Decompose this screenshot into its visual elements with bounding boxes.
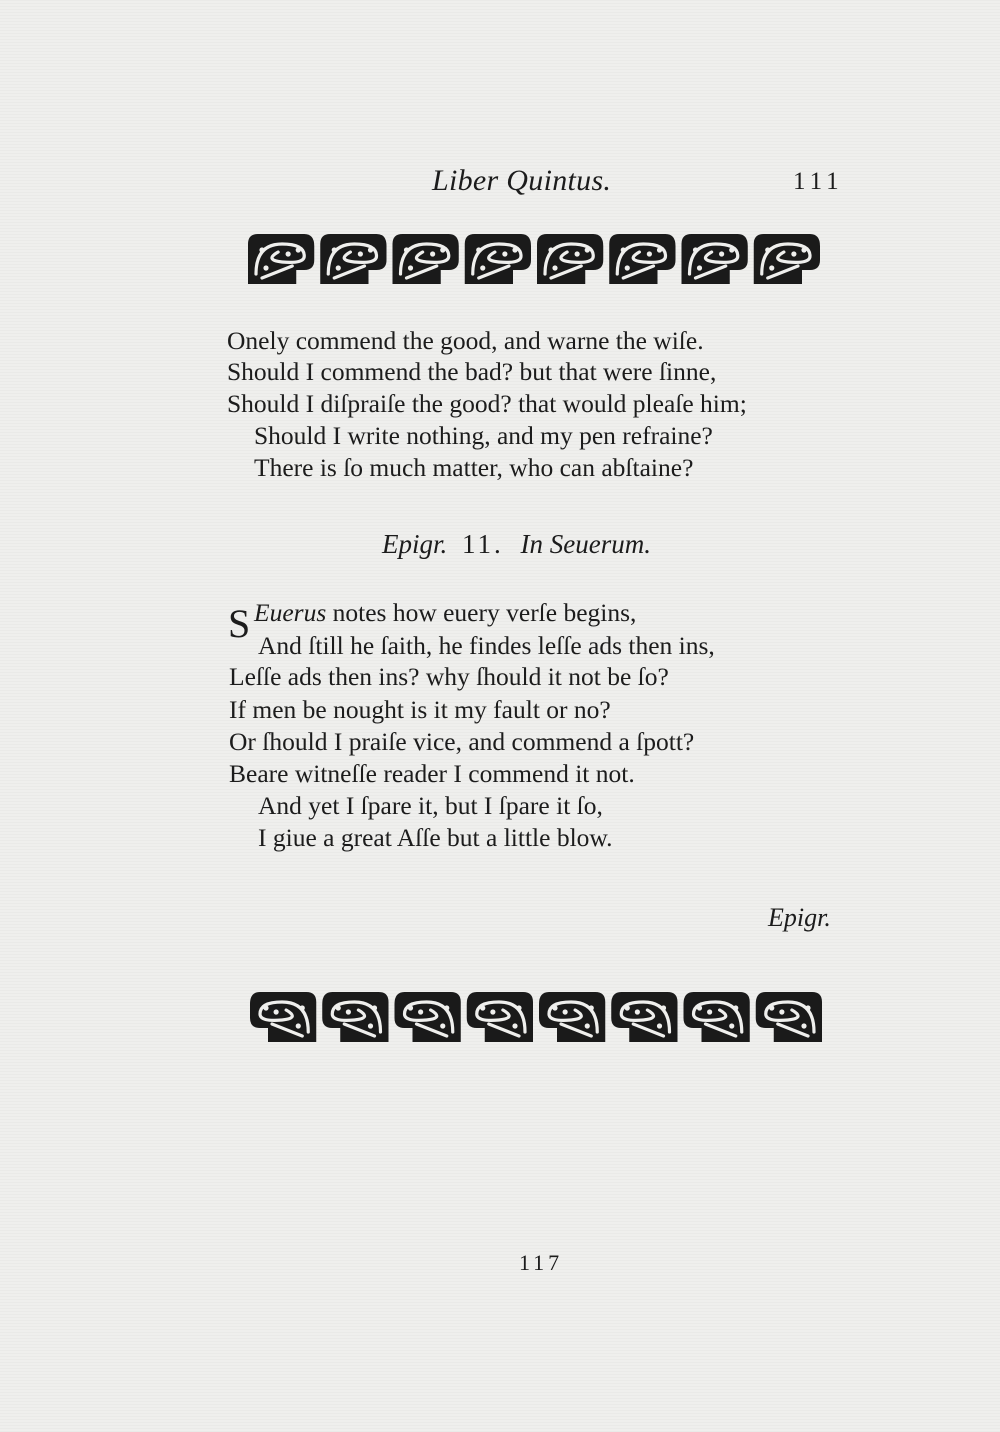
epigram-heading [382, 529, 651, 560]
drop-cap: S [228, 601, 251, 646]
poem-line: Should I diſpraiſe the good? that would pleaſe him; [227, 389, 747, 418]
epigram-first-line-rest: notes how euery verſe begins, [326, 598, 637, 627]
ornament-unit [756, 992, 822, 1042]
ornament-unit [320, 234, 386, 284]
ornament-unit [322, 992, 388, 1042]
poem-line: Should I write nothing, and my pen refraine? [254, 421, 713, 450]
top-ornament-band [246, 230, 824, 290]
ornament-unit [250, 992, 316, 1042]
epigram-first-word: Euerus [254, 598, 327, 627]
ornament-unit [539, 992, 605, 1042]
ornament-unit [248, 234, 314, 284]
running-title: Liber Quintus. [432, 164, 612, 197]
page-number: 117 [519, 1250, 564, 1275]
poem-line: There is ſo much matter, who can abſtaine? [254, 453, 694, 482]
bottom-ornament-band [246, 988, 824, 1048]
epigram-line: I giue a great Aſſe but a little blow. [258, 823, 613, 852]
ornament-unit [393, 234, 459, 284]
ornament-unit [537, 234, 603, 284]
epigram-line: Leſſe ads then ins? why ſhould it not be ſo? [229, 662, 669, 691]
epigram-first-line [254, 598, 636, 628]
epigram-line: If men be nought is it my fault or no? [229, 695, 611, 724]
ornament-unit [754, 234, 820, 284]
ornament-unit [682, 234, 748, 284]
poem-line: Should I commend the bad? but that were ſinne, [227, 357, 717, 386]
epigram-heading-label: Epigr. [382, 529, 448, 559]
ornament-unit [395, 992, 461, 1042]
epigram-line: And yet I ſpare it, but I ſpare it ſo, [258, 791, 603, 820]
epigram-line: And ſtill he ſaith, he findes leſſe ads then ins, [258, 631, 715, 660]
catchword: Epigr. [768, 903, 831, 932]
folio-number: 111 [793, 168, 844, 195]
epigram-line: Or ſhould I praiſe vice, and commend a ſpott? [229, 727, 695, 756]
epigram-heading-number: 11. [462, 529, 504, 559]
poem-line: Onely commend the good, and warne the wiſe. [227, 326, 704, 355]
ornament-unit [684, 992, 750, 1042]
epigram-line: Beare witneſſe reader I commend it not. [229, 759, 635, 788]
ornament-unit [611, 992, 677, 1042]
ornament-unit [467, 992, 533, 1042]
epigram-heading-title: In Seuerum. [520, 529, 651, 559]
ornament-unit [465, 234, 531, 284]
ornament-unit [609, 234, 675, 284]
